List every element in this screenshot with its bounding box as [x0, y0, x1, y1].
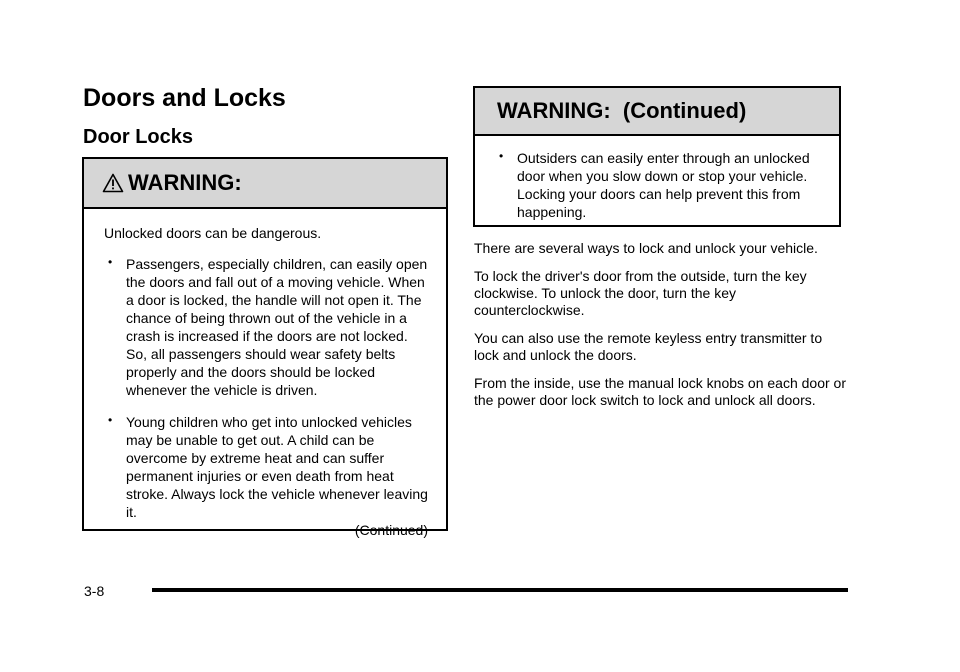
warning-continued-box: [473, 86, 841, 227]
warning-bullet: [104, 413, 428, 521]
warning-continued-heading: WARNING: (Continued): [497, 98, 747, 123]
warning-body: [84, 209, 446, 539]
paragraph: From the inside, use the manual lock knobs on each door or the power door lock switch to lock and unlock all doors.: [474, 375, 846, 408]
bullet-glyph: •: [499, 149, 504, 163]
page-title: Doors and Locks: [83, 84, 286, 112]
warning-intro: Unlocked doors can be dangerous.: [104, 225, 322, 241]
body-text: [474, 240, 846, 420]
paragraph: To lock the driver's door from the outside, turn the key clockwise. To unlock the door, turn the key counterclockwise.: [474, 268, 807, 318]
warning-continued-header: [475, 88, 839, 136]
section-title: Door Locks: [83, 126, 194, 148]
bullet-glyph: •: [108, 255, 113, 269]
warning-header: [84, 159, 446, 209]
warning-bullet-text: Outsiders can easily enter through an unlocked door when you slow down or stop your vehicle. Locking your doors can help prevent this from happening.: [517, 150, 810, 220]
footer-rule: [152, 588, 848, 592]
warning-triangle-icon: [102, 173, 124, 193]
warning-bullet-text: Young children who get into unlocked vehicles may be unable to get out. A child can be overcome by extreme heat and can suffer permanent injuries or even death from heat stroke. Always lock the vehicle whenever leaving it.: [126, 414, 428, 520]
warning-bullet-text: Passengers, especially children, can easily open the doors and fall out of a moving vehicle. When a door is locked, the handle will not open it. The chance of being thrown out of the vehicle in a crash is increased if the doors are not locked. So, all passengers should wear safety belts properly and the doors should be locked whenever the vehicle is driven.: [126, 256, 428, 398]
warning-bullet: [495, 149, 821, 221]
warning-heading: WARNING:: [128, 170, 242, 195]
paragraph: You can also use the remote keyless entry transmitter to lock and unlock the doors.: [474, 330, 823, 363]
warning-bullet: [104, 255, 428, 399]
paragraph: There are several ways to lock and unlock your vehicle.: [474, 240, 818, 256]
warning-box: [82, 157, 448, 538]
page-number: 3-8: [84, 583, 105, 599]
continued-label: (Continued): [354, 522, 428, 538]
warning-continued-body: [475, 136, 839, 221]
bullet-glyph: •: [108, 413, 113, 427]
